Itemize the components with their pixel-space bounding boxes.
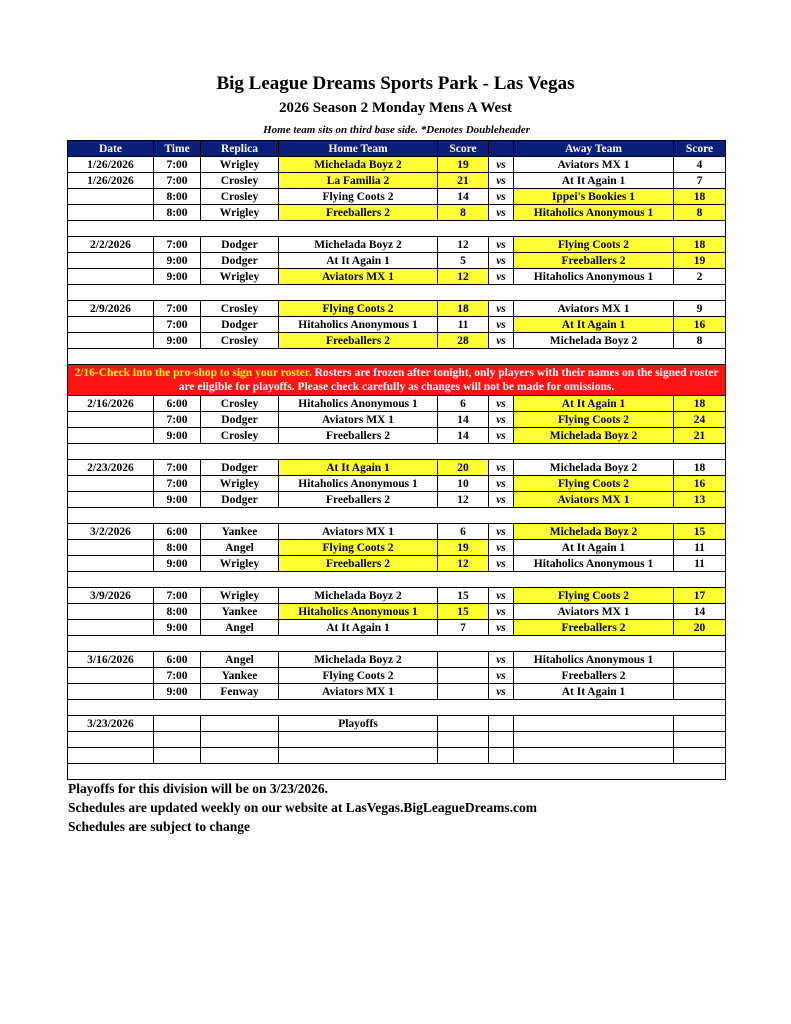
page-subtitle: 2026 Season 2 Monday Mens A West (278, 100, 513, 116)
away-score: 16 (674, 317, 726, 333)
game-time: 8:00 (154, 189, 201, 205)
home-score: 14 (438, 412, 489, 428)
roster-alert-row (68, 365, 726, 396)
game-time (154, 716, 201, 732)
roster-alert-highlight: 2/16-Check into the pro-shop to sign your roster. (74, 367, 312, 379)
home-team: Hitaholics Anonymous 1 (279, 476, 438, 492)
home-score: 7 (438, 620, 489, 636)
game-field: Wrigley (201, 157, 279, 173)
away-team: At It Again 1 (514, 684, 674, 700)
game-date: 2/2/2026 (68, 237, 154, 253)
vs-label: vs (489, 237, 514, 253)
home-score: 28 (438, 333, 489, 349)
home-score: 15 (438, 588, 489, 604)
game-row (68, 173, 726, 189)
game-time: 7:00 (154, 588, 201, 604)
home-score: 14 (438, 428, 489, 444)
game-time: 9:00 (154, 333, 201, 349)
game-field: Wrigley (201, 476, 279, 492)
game-time: 6:00 (154, 652, 201, 668)
vs-label: vs (489, 556, 514, 572)
game-date (68, 412, 154, 428)
vs-label: vs (489, 524, 514, 540)
game-field: Wrigley (201, 205, 279, 221)
vs-label: vs (489, 253, 514, 269)
game-time: 7:00 (154, 460, 201, 476)
away-score: 17 (674, 588, 726, 604)
game-date: 2/16/2026 (68, 396, 154, 412)
vs-label: vs (489, 492, 514, 508)
away-score: 19 (674, 253, 726, 269)
game-time: 9:00 (154, 556, 201, 572)
home-score: 10 (438, 476, 489, 492)
separator-cell (68, 349, 726, 365)
home-team: Aviators MX 1 (279, 524, 438, 540)
away-score: 15 (674, 524, 726, 540)
vs-label: vs (489, 460, 514, 476)
game-date: 3/2/2026 (68, 524, 154, 540)
away-team: Michelada Boyz 2 (514, 333, 674, 349)
col-header-home-team: Home Team (279, 141, 438, 157)
away-team: Flying Coots 2 (514, 476, 674, 492)
page-title: Big League Dreams Sports Park - Las Vegas (216, 73, 575, 94)
game-row (68, 476, 726, 492)
vs-label: vs (489, 317, 514, 333)
game-row (68, 189, 726, 205)
game-row (68, 524, 726, 540)
game-row (68, 317, 726, 333)
game-row (68, 668, 726, 684)
vs-label: vs (489, 412, 514, 428)
home-score: 5 (438, 253, 489, 269)
away-team (514, 716, 674, 732)
game-row (68, 428, 726, 444)
separator-cell (68, 508, 726, 524)
game-row (68, 684, 726, 700)
game-row (68, 301, 726, 317)
home-score (438, 748, 489, 764)
game-row (68, 333, 726, 349)
game-date (68, 269, 154, 285)
away-team: Hitaholics Anonymous 1 (514, 556, 674, 572)
home-team: Michelada Boyz 2 (279, 157, 438, 173)
home-team: Freeballers 2 (279, 205, 438, 221)
game-time: 7:00 (154, 301, 201, 317)
home-team: Aviators MX 1 (279, 269, 438, 285)
game-row (68, 732, 726, 748)
week-separator (68, 285, 726, 301)
game-date (68, 205, 154, 221)
home-team: La Familia 2 (279, 173, 438, 189)
home-score: 12 (438, 556, 489, 572)
week-separator (68, 508, 726, 524)
game-date: 3/23/2026 (68, 716, 154, 732)
home-score: 11 (438, 317, 489, 333)
week-separator (68, 636, 726, 652)
home-score (438, 732, 489, 748)
home-team: Flying Coots 2 (279, 668, 438, 684)
schedule-table (67, 140, 726, 780)
game-field: Angel (201, 652, 279, 668)
footer-playoffs-note: Playoffs for this division will be on 3/23/2026. (68, 781, 329, 796)
away-score: 7 (674, 173, 726, 189)
away-team: At It Again 1 (514, 540, 674, 556)
roster-alert-text: Rosters are frozen after tonight, only players with their names on the signed roster are eligible for playoffs. Please check carefully as changes will not be made for omissions. (178, 367, 719, 393)
game-date (68, 620, 154, 636)
away-team: At It Again 1 (514, 396, 674, 412)
game-time: 8:00 (154, 604, 201, 620)
game-row (68, 157, 726, 173)
game-date (68, 428, 154, 444)
away-team (514, 732, 674, 748)
away-team: Michelada Boyz 2 (514, 460, 674, 476)
game-date (68, 253, 154, 269)
game-row (68, 412, 726, 428)
away-team (514, 748, 674, 764)
vs-label: vs (489, 684, 514, 700)
week-separator (68, 349, 726, 365)
week-separator (68, 700, 726, 716)
away-team: Flying Coots 2 (514, 237, 674, 253)
game-time: 7:00 (154, 237, 201, 253)
game-field: Yankee (201, 524, 279, 540)
game-time: 8:00 (154, 205, 201, 221)
game-row (68, 620, 726, 636)
col-header-away-team: Away Team (514, 141, 674, 157)
game-time (154, 732, 201, 748)
game-field: Crosley (201, 173, 279, 189)
away-score: 18 (674, 237, 726, 253)
vs-label: vs (489, 173, 514, 189)
away-score: 8 (674, 333, 726, 349)
game-time: 7:00 (154, 173, 201, 189)
separator-cell (68, 764, 726, 780)
week-separator (68, 444, 726, 460)
away-score: 21 (674, 428, 726, 444)
home-score: 6 (438, 396, 489, 412)
away-score: 18 (674, 189, 726, 205)
game-field: Dodger (201, 492, 279, 508)
home-score (438, 684, 489, 700)
away-team: Hitaholics Anonymous 1 (514, 205, 674, 221)
game-row (68, 460, 726, 476)
home-score: 8 (438, 205, 489, 221)
game-field: Dodger (201, 460, 279, 476)
home-score: 12 (438, 492, 489, 508)
home-team: Hitaholics Anonymous 1 (279, 396, 438, 412)
col-header-replica: Replica (201, 141, 279, 157)
away-team: Michelada Boyz 2 (514, 428, 674, 444)
game-field: Fenway (201, 684, 279, 700)
home-score: 12 (438, 269, 489, 285)
home-score: 20 (438, 460, 489, 476)
game-time: 9:00 (154, 684, 201, 700)
away-score: 18 (674, 396, 726, 412)
game-date: 1/26/2026 (68, 157, 154, 173)
footer-change-note: Schedules are subject to change (68, 819, 250, 834)
away-team: At It Again 1 (514, 317, 674, 333)
col-header-date: Date (68, 141, 154, 157)
away-team: Aviators MX 1 (514, 604, 674, 620)
game-row (68, 748, 726, 764)
vs-label: vs (489, 205, 514, 221)
week-separator (68, 572, 726, 588)
home-score (438, 716, 489, 732)
game-row (68, 492, 726, 508)
away-team: Hitaholics Anonymous 1 (514, 269, 674, 285)
away-team: At It Again 1 (514, 173, 674, 189)
game-field (201, 716, 279, 732)
game-row (68, 396, 726, 412)
home-score: 18 (438, 301, 489, 317)
game-field: Dodger (201, 317, 279, 333)
away-team: Freeballers 2 (514, 620, 674, 636)
away-score: 16 (674, 476, 726, 492)
vs-label: vs (489, 604, 514, 620)
away-team: Aviators MX 1 (514, 492, 674, 508)
home-team: At It Again 1 (279, 253, 438, 269)
home-team: Flying Coots 2 (279, 189, 438, 205)
vs-label: vs (489, 157, 514, 173)
away-team: Flying Coots 2 (514, 412, 674, 428)
home-team: Playoffs (279, 716, 438, 732)
col-header-away-score: Score (674, 141, 726, 157)
game-date (68, 668, 154, 684)
home-score: 21 (438, 173, 489, 189)
game-date (68, 556, 154, 572)
game-row (68, 604, 726, 620)
vs-label (489, 748, 514, 764)
game-row (68, 588, 726, 604)
game-date: 3/9/2026 (68, 588, 154, 604)
home-team: Michelada Boyz 2 (279, 237, 438, 253)
separator-cell (68, 572, 726, 588)
game-field: Crosley (201, 333, 279, 349)
home-team (279, 748, 438, 764)
home-team: Flying Coots 2 (279, 540, 438, 556)
game-date (68, 492, 154, 508)
game-time: 7:00 (154, 668, 201, 684)
home-team: Michelada Boyz 2 (279, 588, 438, 604)
game-field: Wrigley (201, 556, 279, 572)
game-time: 9:00 (154, 253, 201, 269)
home-score: 6 (438, 524, 489, 540)
away-score: 4 (674, 157, 726, 173)
game-time: 9:00 (154, 428, 201, 444)
away-score (674, 748, 726, 764)
away-score: 20 (674, 620, 726, 636)
away-score: 24 (674, 412, 726, 428)
roster-alert (68, 365, 726, 396)
vs-label: vs (489, 189, 514, 205)
vs-label: vs (489, 652, 514, 668)
home-team: Aviators MX 1 (279, 684, 438, 700)
home-score: 19 (438, 157, 489, 173)
away-score: 13 (674, 492, 726, 508)
game-date (68, 317, 154, 333)
game-time: 7:00 (154, 412, 201, 428)
separator-cell (68, 444, 726, 460)
home-score (438, 652, 489, 668)
game-date (68, 333, 154, 349)
home-score: 19 (438, 540, 489, 556)
away-score (674, 652, 726, 668)
home-team: Hitaholics Anonymous 1 (279, 604, 438, 620)
game-field (201, 748, 279, 764)
game-field: Dodger (201, 237, 279, 253)
game-row (68, 540, 726, 556)
home-team: Freeballers 2 (279, 492, 438, 508)
game-time: 7:00 (154, 317, 201, 333)
game-field: Crosley (201, 428, 279, 444)
vs-label: vs (489, 269, 514, 285)
home-team: Flying Coots 2 (279, 301, 438, 317)
game-field: Yankee (201, 604, 279, 620)
game-date: 3/16/2026 (68, 652, 154, 668)
game-field: Crosley (201, 189, 279, 205)
away-team: Aviators MX 1 (514, 301, 674, 317)
vs-label: vs (489, 301, 514, 317)
game-field: Wrigley (201, 269, 279, 285)
game-time: 8:00 (154, 540, 201, 556)
game-date (68, 732, 154, 748)
vs-label: vs (489, 668, 514, 684)
game-field: Dodger (201, 412, 279, 428)
game-time: 9:00 (154, 269, 201, 285)
game-date (68, 476, 154, 492)
home-team: At It Again 1 (279, 620, 438, 636)
footer-website-note: Schedules are updated weekly on our website at LasVegas.BigLeagueDreams.com (68, 800, 538, 815)
game-date: 1/26/2026 (68, 173, 154, 189)
game-row (68, 269, 726, 285)
vs-label: vs (489, 588, 514, 604)
game-row (68, 652, 726, 668)
game-time: 7:00 (154, 476, 201, 492)
game-date: 2/9/2026 (68, 301, 154, 317)
separator-cell (68, 700, 726, 716)
game-field: Crosley (201, 396, 279, 412)
game-date: 2/23/2026 (68, 460, 154, 476)
home-team (279, 732, 438, 748)
home-team: Freeballers 2 (279, 556, 438, 572)
home-score: 15 (438, 604, 489, 620)
col-header-vs (489, 141, 514, 157)
game-date (68, 604, 154, 620)
home-team: Michelada Boyz 2 (279, 652, 438, 668)
home-team: Freeballers 2 (279, 428, 438, 444)
vs-label: vs (489, 476, 514, 492)
away-score: 2 (674, 269, 726, 285)
away-team: Freeballers 2 (514, 253, 674, 269)
home-score (438, 668, 489, 684)
away-team: Ippei's Bookies 1 (514, 189, 674, 205)
home-team: Freeballers 2 (279, 333, 438, 349)
game-field: Yankee (201, 668, 279, 684)
game-time: 9:00 (154, 620, 201, 636)
away-score (674, 684, 726, 700)
away-score (674, 716, 726, 732)
game-row (68, 716, 726, 732)
game-date (68, 189, 154, 205)
table-header-row (68, 141, 726, 157)
game-time: 7:00 (154, 157, 201, 173)
home-team: Aviators MX 1 (279, 412, 438, 428)
away-score (674, 668, 726, 684)
away-score: 18 (674, 460, 726, 476)
separator-cell (68, 221, 726, 237)
vs-label: vs (489, 333, 514, 349)
separator-cell (68, 636, 726, 652)
game-date (68, 540, 154, 556)
schedule-body (68, 157, 726, 780)
game-time: 6:00 (154, 524, 201, 540)
game-date (68, 684, 154, 700)
game-field: Dodger (201, 253, 279, 269)
game-date (68, 748, 154, 764)
away-team: Flying Coots 2 (514, 588, 674, 604)
home-score: 14 (438, 189, 489, 205)
away-team: Michelada Boyz 2 (514, 524, 674, 540)
week-separator (68, 764, 726, 780)
col-header-home-score: Score (438, 141, 489, 157)
game-field: Crosley (201, 301, 279, 317)
vs-label: vs (489, 620, 514, 636)
away-team: Freeballers 2 (514, 668, 674, 684)
away-team: Hitaholics Anonymous 1 (514, 652, 674, 668)
game-row (68, 556, 726, 572)
home-score: 12 (438, 237, 489, 253)
game-field: Wrigley (201, 588, 279, 604)
home-team-note: Home team sits on third base side. *Denotes Doubleheader (263, 124, 530, 136)
home-team: Hitaholics Anonymous 1 (279, 317, 438, 333)
vs-label (489, 716, 514, 732)
vs-label: vs (489, 428, 514, 444)
game-time: 9:00 (154, 492, 201, 508)
away-score: 8 (674, 205, 726, 221)
vs-label: vs (489, 396, 514, 412)
game-field: Angel (201, 540, 279, 556)
game-field: Angel (201, 620, 279, 636)
vs-label: vs (489, 540, 514, 556)
col-header-time: Time (154, 141, 201, 157)
game-row (68, 253, 726, 269)
game-row (68, 205, 726, 221)
separator-cell (68, 285, 726, 301)
away-team: Aviators MX 1 (514, 157, 674, 173)
away-score (674, 732, 726, 748)
game-row (68, 237, 726, 253)
vs-label (489, 732, 514, 748)
away-score: 11 (674, 540, 726, 556)
game-time: 6:00 (154, 396, 201, 412)
away-score: 14 (674, 604, 726, 620)
game-time (154, 748, 201, 764)
away-score: 9 (674, 301, 726, 317)
game-field (201, 732, 279, 748)
away-score: 11 (674, 556, 726, 572)
home-team: At It Again 1 (279, 460, 438, 476)
week-separator (68, 221, 726, 237)
